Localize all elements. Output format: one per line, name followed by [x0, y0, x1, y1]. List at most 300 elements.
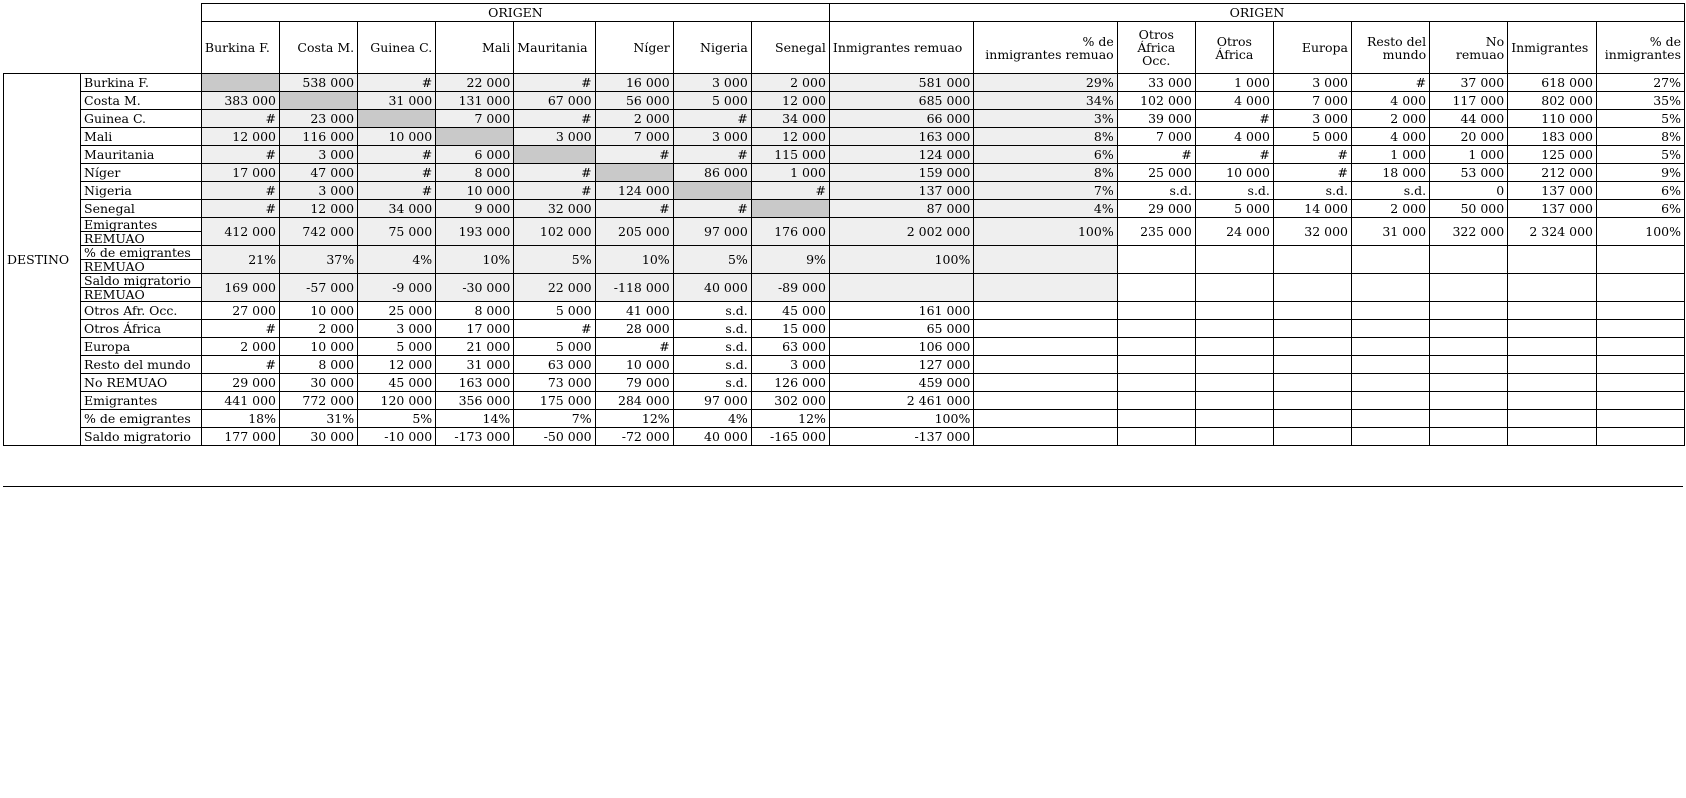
value-cell: 115 000	[751, 146, 829, 164]
empty-cell	[1430, 374, 1508, 392]
empty-cell	[1508, 356, 1597, 374]
value-cell: 2 002 000	[829, 218, 973, 246]
value-cell: 5%	[1596, 110, 1684, 128]
origen-header-right: ORIGEN	[829, 4, 1684, 22]
value-cell: 7 000	[436, 110, 514, 128]
row-label-line: % de emigrantes	[81, 246, 201, 260]
value-cell	[1195, 274, 1273, 302]
value-cell: 9%	[751, 246, 829, 274]
value-cell: #	[1352, 74, 1430, 92]
row-label: Otros Afr. Occ.	[81, 302, 202, 320]
empty-cell	[1352, 338, 1430, 356]
table-row	[4, 128, 1685, 146]
value-cell: 10%	[436, 246, 514, 274]
header-line: mundo	[1382, 46, 1427, 62]
value-cell: 120 000	[358, 392, 436, 410]
summary-row	[4, 218, 1685, 246]
row-label: Emigrantes	[81, 392, 202, 410]
empty-cell	[1430, 392, 1508, 410]
value-cell: 772 000	[280, 392, 358, 410]
empty-cell	[1117, 356, 1195, 374]
summary-row	[4, 274, 1685, 302]
value-cell: #	[201, 146, 279, 164]
header-line: inmigrantes remuao	[985, 46, 1114, 62]
empty-cell	[1117, 302, 1195, 320]
value-cell: 742 000	[280, 218, 358, 246]
value-cell: 102 000	[514, 218, 595, 246]
value-cell: 137 000	[1508, 182, 1597, 200]
value-cell: 37%	[280, 246, 358, 274]
value-cell: 161 000	[829, 302, 973, 320]
value-cell: 29 000	[1117, 200, 1195, 218]
header-line: África	[1215, 46, 1254, 62]
value-cell: -9 000	[358, 274, 436, 302]
header-row-origen	[4, 4, 1685, 22]
value-cell: 27 000	[201, 302, 279, 320]
empty-cell	[1596, 410, 1684, 428]
empty-cell	[1508, 410, 1597, 428]
column-header: Níger	[595, 22, 673, 74]
value-cell: 235 000	[1117, 218, 1195, 246]
value-cell: 183 000	[1508, 128, 1597, 146]
empty-cell	[1195, 356, 1273, 374]
value-cell: 205 000	[595, 218, 673, 246]
value-cell: #	[358, 74, 436, 92]
header-line: % de	[1649, 33, 1681, 49]
value-cell	[1508, 246, 1597, 274]
header-line: remuao	[1455, 46, 1505, 62]
value-cell: 2 324 000	[1508, 218, 1597, 246]
value-cell: s.d.	[1117, 182, 1195, 200]
value-cell: 3 000	[751, 356, 829, 374]
value-cell: 127 000	[829, 356, 973, 374]
value-cell: 177 000	[201, 428, 279, 446]
empty-cell	[974, 338, 1117, 356]
value-cell: 34 000	[358, 200, 436, 218]
row-label: Costa M.	[81, 92, 202, 110]
column-header: Mali	[436, 22, 514, 74]
value-cell: 212 000	[1508, 164, 1597, 182]
empty-cell	[1508, 392, 1597, 410]
empty-cell	[1273, 374, 1351, 392]
row-label: Otros África	[81, 320, 202, 338]
value-cell: 10 000	[280, 302, 358, 320]
value-cell: 67 000	[514, 92, 595, 110]
column-header	[974, 22, 1117, 74]
bottom-divider-line	[3, 486, 1683, 487]
empty-cell	[1195, 410, 1273, 428]
value-cell: 10 000	[358, 128, 436, 146]
value-cell: 30 000	[280, 428, 358, 446]
empty-cell	[1273, 410, 1351, 428]
value-cell: 66 000	[829, 110, 973, 128]
value-cell: 22 000	[514, 274, 595, 302]
empty-cell	[1117, 392, 1195, 410]
header-line: Inmigrantes remuao	[832, 40, 963, 55]
value-cell: 2 461 000	[829, 392, 973, 410]
header-line: Europa	[1301, 40, 1348, 55]
row-label: Nigeria	[81, 182, 202, 200]
value-cell: 5 000	[1273, 128, 1351, 146]
value-cell: 33 000	[1117, 74, 1195, 92]
empty-cell	[1596, 302, 1684, 320]
value-cell: 137 000	[1508, 200, 1597, 218]
value-cell: -165 000	[751, 428, 829, 446]
table-row	[4, 320, 1685, 338]
value-cell: 5 000	[673, 92, 751, 110]
value-cell: 8%	[974, 164, 1117, 182]
value-cell: 4 000	[1195, 92, 1273, 110]
value-cell: 6%	[1596, 200, 1684, 218]
table-row	[4, 164, 1685, 182]
value-cell: #	[595, 200, 673, 218]
empty-cell	[1596, 428, 1684, 446]
value-cell: #	[358, 164, 436, 182]
value-cell: 163 000	[829, 128, 973, 146]
value-cell: 17 000	[201, 164, 279, 182]
table-row	[4, 302, 1685, 320]
value-cell: #	[595, 146, 673, 164]
value-cell: s.d.	[673, 374, 751, 392]
column-header: Costa M.	[280, 22, 358, 74]
value-cell: 5 000	[514, 338, 595, 356]
value-cell: 1 000	[1430, 146, 1508, 164]
value-cell: 193 000	[436, 218, 514, 246]
value-cell: 176 000	[751, 218, 829, 246]
value-cell: 29%	[974, 74, 1117, 92]
value-cell: 31%	[280, 410, 358, 428]
value-cell: 100%	[1596, 218, 1684, 246]
value-cell: #	[673, 200, 751, 218]
value-cell: 3 000	[280, 182, 358, 200]
value-cell	[1273, 274, 1351, 302]
value-cell: 5 000	[514, 302, 595, 320]
value-cell: 2 000	[751, 74, 829, 92]
value-cell	[280, 92, 358, 110]
value-cell: 24 000	[1195, 218, 1273, 246]
column-header	[1273, 22, 1351, 74]
value-cell: 1 000	[751, 164, 829, 182]
value-cell	[1508, 274, 1597, 302]
value-cell: 383 000	[201, 92, 279, 110]
corner-blank	[4, 22, 202, 74]
value-cell: 163 000	[436, 374, 514, 392]
value-cell: #	[673, 146, 751, 164]
value-cell: 21 000	[436, 338, 514, 356]
row-label-line: REMUAO	[84, 287, 145, 302]
value-cell: 25 000	[1117, 164, 1195, 182]
value-cell: 102 000	[1117, 92, 1195, 110]
corner-blank	[4, 4, 202, 22]
value-cell: s.d.	[673, 356, 751, 374]
row-label-line: Saldo migratorio	[81, 274, 201, 288]
value-cell: 8 000	[436, 302, 514, 320]
value-cell: 4 000	[1352, 128, 1430, 146]
value-cell: 28 000	[595, 320, 673, 338]
empty-cell	[974, 320, 1117, 338]
value-cell: 5%	[673, 246, 751, 274]
table-row	[4, 110, 1685, 128]
empty-cell	[1117, 410, 1195, 428]
value-cell: #	[514, 320, 595, 338]
value-cell: 5 000	[358, 338, 436, 356]
value-cell: 12 000	[358, 356, 436, 374]
row-label-line: REMUAO	[84, 231, 145, 246]
value-cell: 14%	[436, 410, 514, 428]
row-label: Níger	[81, 164, 202, 182]
value-cell: #	[201, 320, 279, 338]
column-header: Guinea C.	[358, 22, 436, 74]
value-cell: 97 000	[673, 218, 751, 246]
value-cell: 31 000	[436, 356, 514, 374]
value-cell	[201, 74, 279, 92]
row-label: Saldo migratorio	[81, 428, 202, 446]
value-cell: 126 000	[751, 374, 829, 392]
value-cell: 3 000	[673, 74, 751, 92]
empty-cell	[1195, 374, 1273, 392]
column-header	[1195, 22, 1273, 74]
value-cell: 40 000	[673, 428, 751, 446]
value-cell: 284 000	[595, 392, 673, 410]
empty-cell	[1596, 374, 1684, 392]
summary-row	[4, 246, 1685, 274]
value-cell: 169 000	[201, 274, 279, 302]
empty-cell	[1430, 338, 1508, 356]
value-cell: 10 000	[1195, 164, 1273, 182]
value-cell: 7%	[974, 182, 1117, 200]
value-cell: 8%	[974, 128, 1117, 146]
column-header: Nigeria	[673, 22, 751, 74]
empty-cell	[1508, 320, 1597, 338]
value-cell	[514, 146, 595, 164]
value-cell: 31 000	[358, 92, 436, 110]
value-cell: 618 000	[1508, 74, 1597, 92]
value-cell	[1430, 246, 1508, 274]
value-cell: #	[358, 182, 436, 200]
value-cell: 65 000	[829, 320, 973, 338]
value-cell: 18 000	[1352, 164, 1430, 182]
value-cell: 3 000	[1273, 110, 1351, 128]
value-cell: 4%	[358, 246, 436, 274]
value-cell: #	[514, 74, 595, 92]
value-cell	[673, 182, 751, 200]
empty-cell	[1117, 320, 1195, 338]
value-cell: 47 000	[280, 164, 358, 182]
header-line: Otros	[1138, 27, 1174, 42]
value-cell: 10 000	[280, 338, 358, 356]
column-header	[1352, 22, 1430, 74]
table-row	[4, 182, 1685, 200]
empty-cell	[1430, 428, 1508, 446]
value-cell: 45 000	[751, 302, 829, 320]
value-cell: 125 000	[1508, 146, 1597, 164]
value-cell: 56 000	[595, 92, 673, 110]
row-label: No REMUAO	[81, 374, 202, 392]
value-cell: 106 000	[829, 338, 973, 356]
value-cell: 18%	[201, 410, 279, 428]
value-cell: 39 000	[1117, 110, 1195, 128]
row-label	[81, 274, 202, 302]
table-row	[4, 200, 1685, 218]
row-label: Guinea C.	[81, 110, 202, 128]
value-cell: -89 000	[751, 274, 829, 302]
value-cell: 5%	[358, 410, 436, 428]
value-cell: 9%	[1596, 164, 1684, 182]
row-label: Mali	[81, 128, 202, 146]
empty-cell	[1117, 374, 1195, 392]
value-cell: 4 000	[1352, 92, 1430, 110]
value-cell: 2 000	[1352, 200, 1430, 218]
value-cell: 5%	[514, 246, 595, 274]
value-cell: 87 000	[829, 200, 973, 218]
value-cell: 34%	[974, 92, 1117, 110]
value-cell: 63 000	[514, 356, 595, 374]
value-cell: 5 000	[1195, 200, 1273, 218]
value-cell: 459 000	[829, 374, 973, 392]
value-cell: #	[358, 146, 436, 164]
value-cell: 6%	[974, 146, 1117, 164]
table-row	[4, 392, 1685, 410]
value-cell: 73 000	[514, 374, 595, 392]
empty-cell	[1430, 410, 1508, 428]
value-cell: 29 000	[201, 374, 279, 392]
row-label: % de emigrantes	[81, 410, 202, 428]
empty-cell	[1273, 302, 1351, 320]
empty-cell	[1596, 320, 1684, 338]
value-cell: #	[673, 110, 751, 128]
value-cell: 1 000	[1352, 146, 1430, 164]
value-cell	[1352, 246, 1430, 274]
value-cell: #	[1195, 110, 1273, 128]
value-cell	[974, 246, 1117, 274]
header-line: Resto del	[1366, 33, 1427, 49]
value-cell: 12 000	[751, 92, 829, 110]
table-row	[4, 146, 1685, 164]
value-cell: 685 000	[829, 92, 973, 110]
empty-cell	[974, 428, 1117, 446]
value-cell: 63 000	[751, 338, 829, 356]
value-cell	[436, 128, 514, 146]
value-cell: 32 000	[1273, 218, 1351, 246]
header-line: Occ.	[1142, 53, 1171, 68]
value-cell: 8 000	[436, 164, 514, 182]
value-cell: -10 000	[358, 428, 436, 446]
value-cell: #	[201, 182, 279, 200]
empty-cell	[1117, 428, 1195, 446]
empty-cell	[1273, 338, 1351, 356]
value-cell: 124 000	[829, 146, 973, 164]
value-cell: 159 000	[829, 164, 973, 182]
value-cell: #	[201, 110, 279, 128]
row-label: Senegal	[81, 200, 202, 218]
value-cell: 10%	[595, 246, 673, 274]
empty-cell	[1596, 356, 1684, 374]
empty-cell	[1273, 320, 1351, 338]
value-cell: s.d.	[1195, 182, 1273, 200]
destino-label: DESTINO	[4, 74, 81, 446]
value-cell: 12 000	[201, 128, 279, 146]
value-cell: s.d.	[673, 338, 751, 356]
value-cell	[1117, 246, 1195, 274]
table-row	[4, 92, 1685, 110]
value-cell: 30 000	[280, 374, 358, 392]
row-label	[81, 246, 202, 274]
value-cell: #	[595, 338, 673, 356]
value-cell: 10 000	[595, 356, 673, 374]
value-cell: #	[1273, 146, 1351, 164]
value-cell: 20 000	[1430, 128, 1508, 146]
value-cell: 175 000	[514, 392, 595, 410]
value-cell: 12 000	[751, 128, 829, 146]
row-label	[81, 218, 202, 246]
empty-cell	[1430, 302, 1508, 320]
value-cell: 12%	[595, 410, 673, 428]
value-cell: 0	[1430, 182, 1508, 200]
value-cell	[595, 164, 673, 182]
empty-cell	[1508, 302, 1597, 320]
empty-cell	[974, 392, 1117, 410]
empty-cell	[1273, 392, 1351, 410]
column-header	[1508, 22, 1597, 74]
empty-cell	[1273, 356, 1351, 374]
value-cell: 41 000	[595, 302, 673, 320]
value-cell	[751, 200, 829, 218]
value-cell: 45 000	[358, 374, 436, 392]
value-cell: 75 000	[358, 218, 436, 246]
value-cell: 3 000	[514, 128, 595, 146]
value-cell: -72 000	[595, 428, 673, 446]
empty-cell	[1195, 320, 1273, 338]
value-cell: -30 000	[436, 274, 514, 302]
value-cell: 2 000	[280, 320, 358, 338]
table-row	[4, 410, 1685, 428]
value-cell: 86 000	[673, 164, 751, 182]
value-cell: 21%	[201, 246, 279, 274]
value-cell	[358, 110, 436, 128]
value-cell: 2 000	[595, 110, 673, 128]
value-cell: 40 000	[673, 274, 751, 302]
value-cell: 16 000	[595, 74, 673, 92]
column-header	[829, 22, 973, 74]
value-cell: 53 000	[1430, 164, 1508, 182]
column-header: Burkina F.	[201, 22, 279, 74]
row-label: Resto del mundo	[81, 356, 202, 374]
empty-cell	[1430, 320, 1508, 338]
value-cell: 2 000	[1352, 110, 1430, 128]
column-header	[1596, 22, 1684, 74]
header-line: inmigrantes	[1604, 46, 1681, 62]
empty-cell	[1352, 374, 1430, 392]
value-cell: #	[201, 200, 279, 218]
value-cell	[1273, 246, 1351, 274]
value-cell	[1596, 274, 1684, 302]
value-cell: -173 000	[436, 428, 514, 446]
header-line: África	[1137, 40, 1176, 55]
row-label-line: REMUAO	[84, 259, 145, 274]
value-cell: 6%	[1596, 182, 1684, 200]
value-cell: -137 000	[829, 428, 973, 446]
table-body	[4, 4, 1685, 446]
value-cell: 100%	[829, 246, 973, 274]
value-cell: 538 000	[280, 74, 358, 92]
value-cell: 79 000	[595, 374, 673, 392]
empty-cell	[1352, 410, 1430, 428]
row-label: Burkina F.	[81, 74, 202, 92]
value-cell: 23 000	[280, 110, 358, 128]
value-cell: 802 000	[1508, 92, 1597, 110]
value-cell: #	[1117, 146, 1195, 164]
value-cell: 12%	[751, 410, 829, 428]
